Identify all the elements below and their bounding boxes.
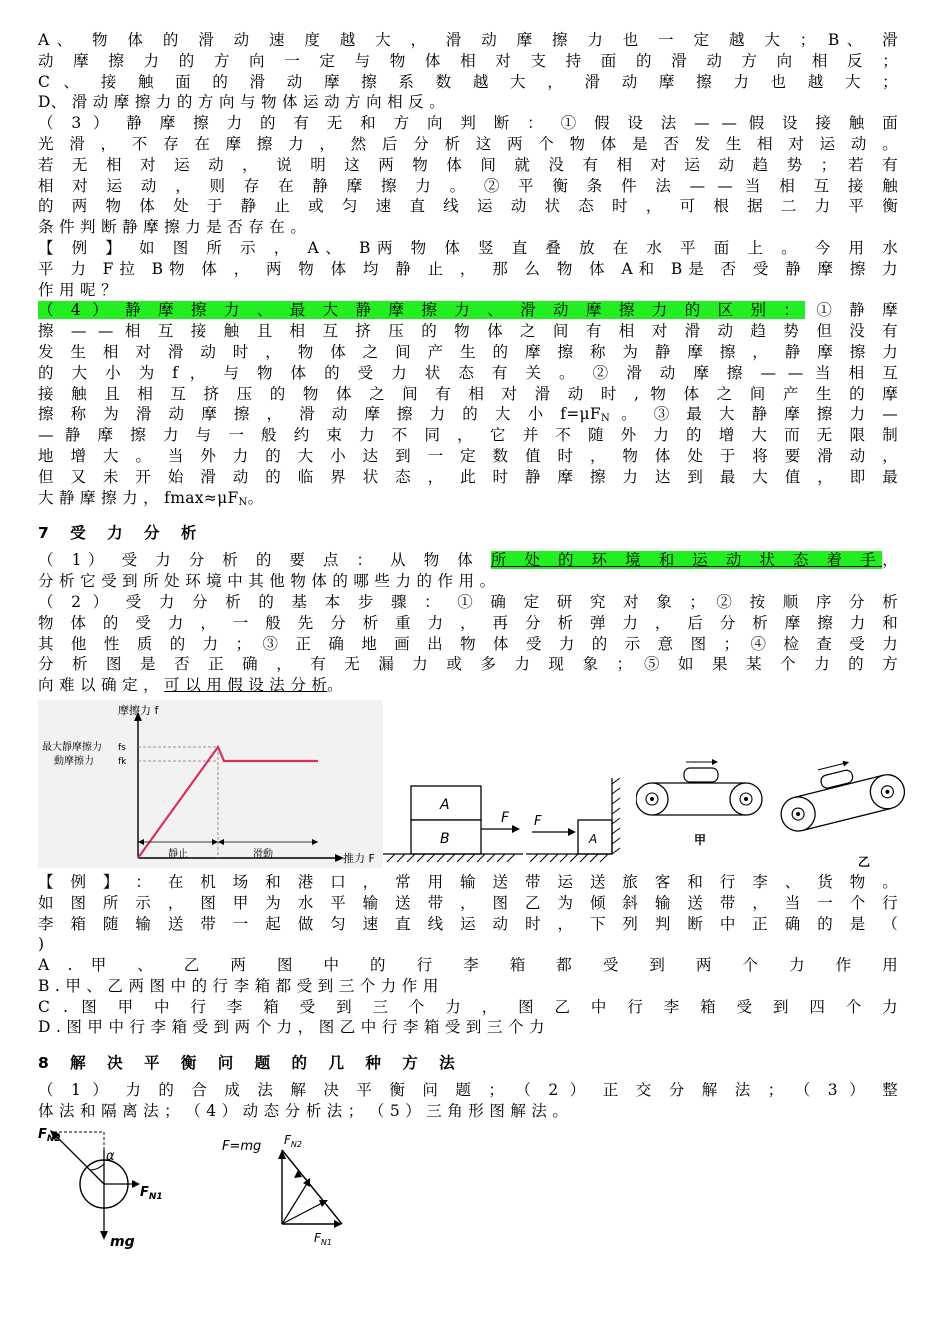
- fn2-vector: [282, 1150, 342, 1224]
- choice-c: C . 图 甲 中 行 李 箱 受 到 三 个 力 ， 图 乙 中 行 李 箱 受 到 四 个 力: [38, 997, 898, 1016]
- figures-row-2: [38, 1126, 898, 1266]
- pulley-right-axle: [744, 797, 748, 801]
- inclined-belt-figure: [778, 758, 908, 868]
- highlighted-phrase: 所 处 的 环 境 和 运 动 状 态 着 手: [490, 551, 883, 570]
- text-fragment: ① 静 摩: [816, 301, 898, 320]
- weight-label: F=mg: [222, 1138, 262, 1154]
- friction-graph: [38, 700, 383, 868]
- text-fragment: 擦 称 为 滑 动 摩 擦 ， 滑 动 摩 擦 力 的 大 小 f=μF: [38, 405, 601, 424]
- fn1-subscript: N1: [320, 1237, 332, 1247]
- text-fragment: 。 ③ 最 大 静 摩 擦 力 —: [621, 405, 898, 424]
- text-line: 的 大 小 为 f ， 与 物 体 的 受 力 状 态 有 关 。 ② 滑 动 摩 擦 — — 当 相 互: [38, 363, 898, 382]
- force-arrowhead: [568, 828, 576, 836]
- text-line: 发 生 相 对 滑 动 时 ， 物 体 之 间 产 生 的 摩 擦 称 为 静 摩 擦 ， 静 摩 擦 力: [38, 342, 898, 361]
- motion-arrowhead: [843, 759, 850, 766]
- text-line: 的 两 物 体 处 于 静 止 或 匀 速 直 线 运 动 状 态 时 ， 可 根 据 二 力 平 衡: [38, 197, 898, 216]
- text-line: 若 无 相 对 运 动 ， 说 明 这 两 物 体 间 就 没 有 相 对 运 动 趋 势 ； 若 有: [38, 155, 898, 174]
- highlighted-heading: （ 4 ） 静 摩 擦 力 、 最 大 静 摩 擦 力 、 滑 动 摩 擦 力 的 区 别 ：: [38, 301, 806, 320]
- fn1-label: [140, 1185, 163, 1202]
- section-heading-8: 8 解 决 平 衡 问 题 的 几 种 方 法: [38, 1054, 463, 1073]
- example-text: 【 例 】 如 图 所 示 ， A、 B两 物 体 竖 直 叠 放 在 水 平 面 上 。 今 用 水: [38, 238, 898, 257]
- block-a-label: A: [440, 796, 450, 813]
- force-label: F: [534, 813, 542, 829]
- fn1-label: [314, 1231, 332, 1247]
- figures-row: [38, 700, 898, 870]
- text-line: 物 体 的 受 力 ， 一 般 先 分 析 重 力 ， 再 分 析 弹 力 ， 后 分 析 摩 擦 力 和: [38, 613, 898, 632]
- region-static-label: 靜止: [168, 848, 188, 860]
- text-line: 分 析 图 是 否 正 确 ， 有 无 漏 力 或 多 力 现 象 ； ⑤ 如 果 某 个 力 的 方: [38, 655, 898, 674]
- fn1-subscript: N1: [148, 1191, 163, 1202]
- triangle-force-diagram: [218, 1126, 368, 1261]
- graph-y-label: 摩擦力 f: [118, 703, 159, 717]
- text-fragment: 。: [327, 676, 343, 695]
- fn1-arrowhead: [132, 1180, 140, 1188]
- wall-hatch: [612, 778, 620, 854]
- choice-a: A . 甲 、 乙 两 图 中 的 行 李 箱 都 受 到 两 个 力 作 用: [38, 956, 898, 975]
- max-friction-formula-line: [38, 488, 898, 509]
- pulley-left-axle: [650, 797, 654, 801]
- figure-jia-label: 甲: [694, 832, 707, 847]
- wall-block-figure: [526, 778, 636, 868]
- force-arrowhead: [512, 825, 520, 833]
- motion-arrow: [818, 763, 845, 770]
- fn1-symbol: F: [140, 1184, 149, 1200]
- document-page: [38, 30, 898, 1266]
- text-line: （ 3 ） 静 摩 擦 力 的 有 无 和 方 向 判 断 ： ① 假 设 法 — — 假 设 接 触 面: [38, 114, 898, 133]
- fn2-subscript: N2: [46, 1133, 61, 1144]
- text-line: 动 摩 擦 力 的 方 向 一 定 与 物 体 相 对 支 持 面 的 滑 动 方 向 相 反 ；: [38, 51, 898, 70]
- block-b-label: B: [440, 830, 450, 847]
- text-line: [38, 675, 898, 696]
- text-line: 如 图 所 示 ， 图 甲 为 水 平 输 送 带 ， 图 乙 为 倾 斜 输 送 带 ， 当 一 个 行: [38, 893, 898, 912]
- graph-max-label: 最大靜摩擦力: [42, 741, 102, 753]
- subscript: N: [238, 496, 248, 508]
- force-label: F: [501, 809, 510, 826]
- region-sliding-label: 滑動: [253, 848, 273, 860]
- text-line: 体 法 和 隔 离 法 ； （ 4 ） 动 态 分 析 法 ； （ 5 ） 三 角 形 图 解 法 。: [38, 1102, 569, 1121]
- force-analysis-key-line: [38, 550, 898, 571]
- text-line: 条 件 判 断 静 摩 擦 力 是 否 存 在 。: [38, 218, 307, 237]
- text-line: 光 滑 ， 不 存 在 摩 擦 力 ， 然 后 分 析 这 两 个 物 体 是 否 发 生 相 对 运 动 。: [38, 134, 898, 153]
- text-line: 接 触 且 相 互 挤 压 的 物 体 之 间 有 相 对 滑 动 时 , 物 体 之 间 产 生 的 摩: [38, 384, 898, 403]
- text-fragment: （ 1） 受 力 分 析 的 要 点 ： 从 物 体: [38, 551, 480, 570]
- fn1-arrowhead: [334, 1220, 342, 1228]
- text-line: 平 力 F拉 B物 体 ， 两 物 体 均 静 止 ， 那 么 物 体 A和 B是 否 受 静 摩 擦 力: [38, 259, 898, 278]
- friction-difference-line: [38, 300, 898, 321]
- text-line: 但 又 未 开 始 滑 动 的 临 界 状 态 ， 此 时 静 摩 擦 力 达 到 最 大 值 ， 即 最: [38, 467, 898, 486]
- fn2-subscript: N2: [290, 1139, 302, 1149]
- fn2-symbol: F: [38, 1126, 47, 1142]
- text-line: （ 1 ） 力 的 合 成 法 解 决 平 衡 问 题 ； （ 2 ） 正 交 分 解 法 ； （ 3 ） 整: [38, 1081, 898, 1100]
- circle-force-diagram: [38, 1126, 178, 1261]
- option-a-text: A、 物 体 的 滑 动 速 度 越 大 ， 滑 动 摩 擦 力 也 一 定 越 大 ；: [38, 31, 816, 49]
- subscript: N: [600, 413, 611, 425]
- text-fragment: 。: [247, 488, 264, 507]
- option-c-text: C 、 接 触 面 的 滑 动 摩 擦 系 数 越 大 ， 滑 动 摩 擦 力 也 越 大 ；: [38, 72, 898, 91]
- text-line: 分 析 它 受 到 所 处 环 境 中 其 他 物 体 的 哪 些 力 的 作 用 。: [38, 572, 496, 591]
- text-line: — 静 摩 擦 力 与 一 般 约 束 力 不 同 ， 它 并 不 随 外 力 的 增 大 而 无 限 制: [38, 426, 898, 445]
- text-fragment: 大 静 摩 擦 力 ， fmax≈μF: [38, 488, 239, 507]
- fn1-symbol: F: [314, 1230, 321, 1245]
- sliding-friction-formula-line: [38, 404, 898, 425]
- mg-arrowhead: [100, 1231, 108, 1240]
- text-line: ): [38, 935, 45, 954]
- text-line: 擦 — — 相 互 接 触 且 相 互 挤 压 的 物 体 之 间 有 相 对 滑 动 趋 势 但 没 有: [38, 322, 898, 341]
- text-line: 作 用 呢 ？: [38, 280, 117, 299]
- underlined-phrase: 可 以 用 假 设 法 分 析: [164, 676, 328, 695]
- graph-background: [38, 700, 383, 868]
- block-a-label: A: [589, 831, 598, 846]
- text-line: 相 对 运 动 ， 则 存 在 静 摩 擦 力 。 ② 平 衡 条 件 法 — — 当 相 互 接 触: [38, 176, 898, 195]
- graph-max-symbol: fs: [118, 742, 126, 753]
- option-d-text: D、 滑 动 摩 擦 力 的 方 向 与 物 体 运 动 方 向 相 反 。: [38, 93, 446, 112]
- fn2-label: [284, 1133, 302, 1149]
- option-a-b-line: [38, 30, 898, 51]
- text-fragment: 向 难 以 确 定 ，: [38, 676, 159, 695]
- text-line: 其 他 性 质 的 力 ； ③ 正 确 地 画 出 物 体 受 力 的 示 意 图 ； ④ 检 查 受 力: [38, 634, 898, 653]
- stacked-blocks-figure: [383, 778, 523, 868]
- section-heading-7: 7 受 力 分 析: [38, 524, 205, 543]
- text-line: 地 增 大 。 当 外 力 的 大 小 达 到 一 定 数 值 时 ， 物 体 处 于 将 要 滑 动 ，: [38, 446, 898, 465]
- motion-arrowhead: [712, 759, 718, 765]
- fn2-symbol: F: [284, 1132, 291, 1147]
- fn2-arrow: [54, 1134, 104, 1184]
- alpha-label: α: [106, 1148, 115, 1164]
- graph-kin-label: 動摩擦力: [54, 755, 94, 767]
- ground-hatch: [530, 854, 608, 862]
- fn2-label: [38, 1127, 61, 1144]
- graph-kin-symbol: fk: [118, 756, 127, 767]
- horizontal-belt-figure: [636, 758, 766, 868]
- choice-b: B . 甲 、 乙 两 图 中 的 行 李 箱 都 受 到 三 个 力 作 用: [38, 976, 439, 995]
- belt-bottom: [802, 808, 891, 830]
- text-line: 李 箱 随 输 送 带 一 起 做 匀 速 直 线 运 动 时 ， 下 列 判 断 中 正 确 的 是 （: [38, 914, 898, 933]
- luggage-box: [684, 768, 718, 782]
- text-fragment: ，: [882, 551, 898, 570]
- choice-d: D . 图 甲 中 行 李 箱 受 到 两 个 力 ， 图 乙 中 行 李 箱 受 到 三 个 力: [38, 1018, 545, 1037]
- option-b-start: B、 滑: [827, 31, 898, 49]
- graph-x-label: 推力 F: [343, 851, 375, 865]
- mg-label: mg: [110, 1233, 135, 1250]
- text-line: （ 2 ） 受 力 分 析 的 基 本 步 骤 ： ① 确 定 研 究 对 象 ； ② 按 顺 序 分 析: [38, 592, 898, 611]
- figure-yi-label: 乙: [858, 854, 871, 868]
- ground-hatch: [387, 854, 515, 862]
- example-text: 【 例 】 ： 在 机 场 和 港 口 ， 常 用 输 送 带 运 送 旅 客 和 行 李 、 货 物 。: [38, 872, 898, 891]
